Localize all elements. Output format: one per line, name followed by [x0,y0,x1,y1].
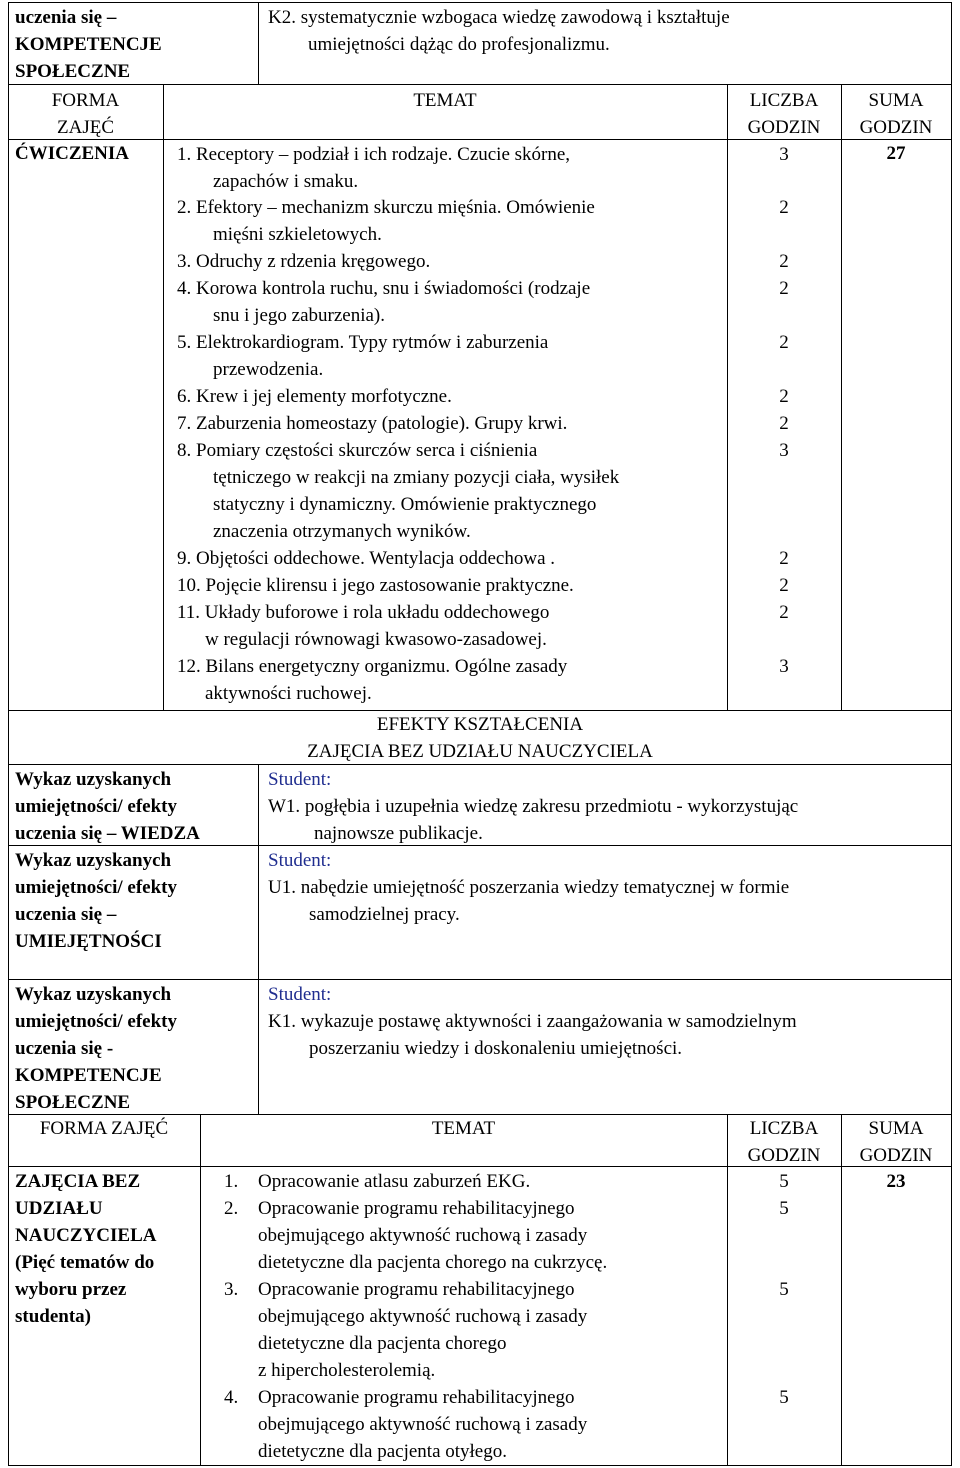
cw-topic-hours: 2 [779,197,789,218]
cw-topic-hours: 3 [779,440,789,461]
cw-topic-hours: 2 [779,602,789,623]
bez-topic-hours: 5 [779,1279,789,1300]
k-student: Student: [268,984,332,1005]
cw-topic-hours: 2 [779,251,789,272]
header2-liczba: LICZBA GODZIN [747,1118,821,1166]
bez-topic: Opracowanie programu rehabilitacyjnego obejmującego aktywność ruchową i zasady dietetyczne dla pacjenta chorego z hipercholesterolemią. [258,1279,588,1381]
bez-topic-hours: 5 [779,1387,789,1408]
cw-topic-hours: 2 [779,575,789,596]
k-label: uczenia się – KOMPETENCJE SPOŁECZNE [15,7,162,82]
w-student: Student: [268,769,332,790]
divider-k2 [258,2,259,84]
cw-topic: 2. Efektory – mechanizm skurczu mięśnia. Omówienie mięśni szkieletowych. [177,197,595,245]
cw-topic: 6. Krew i jej elementy morfotyczne. [177,386,452,407]
cw-topic-hours: 2 [779,332,789,353]
header2-temat: TEMAT [431,1118,496,1139]
header2-suma: SUMA GODZIN [859,1118,933,1166]
cw-topic: 12. Bilans energetyczny organizmu. Ogólne zasady aktywności ruchowej. [177,656,568,704]
divider-label-col [258,764,259,1114]
u-student: Student: [268,850,332,871]
cw-label: ĆWICZENIA [15,143,130,164]
w-effect: W1. pogłębia i uzupełnia wiedzę zakresu przedmiotu - wykorzystując najnowsze publikacje. [268,796,799,844]
table-border-bottom [8,1465,952,1466]
bez-topic: Opracowanie atlasu zaburzeń EKG. [258,1171,531,1192]
cw-topic-hours: 2 [779,386,789,407]
cw-topic: 10. Pojęcie klirensu i jego zastosowanie praktyczne. [177,575,574,596]
k2-text: K2. systematycznie wzbogaca wiedzę zawodową i kształtuje umiejętności dążąc do profesjonalizmu. [268,7,730,55]
u-effect: U1. nabędzie umiejętność poszerzania wiedzy tematycznej w formie samodzielnej pracy. [268,877,790,925]
cw-topic-hours: 2 [779,413,789,434]
u-label: Wykaz uzyskanych umiejętności/ efekty uczenia się – UMIEJĘTNOŚCI [15,850,177,952]
table-border-top [8,2,952,3]
cw-topic-hours: 2 [779,548,789,569]
cw-topic: 3. Odruchy z rdzenia kręgowego. [177,251,431,272]
bez-topic: Opracowanie programu rehabilitacyjnego obejmującego aktywność ruchową i zasady dietetyczne dla pacjenta chorego na cukrzycę. [258,1198,608,1273]
bez-topic-number: 2. [224,1198,239,1219]
header2-forma: FORMA ZAJĘĆ [39,1118,169,1139]
k-effect-label: Wykaz uzyskanych umiejętności/ efekty uczenia się - KOMPETENCJE SPOŁECZNE [15,984,177,1113]
bez-label: ZAJĘCIA BEZ UDZIAŁU NAUCZYCIELA (Pięć tematów do wyboru przez studenta) [15,1171,157,1327]
cw-topic: 4. Korowa kontrola ruchu, snu i świadomości (rodzaje snu i jego zaburzenia). [177,278,591,326]
divider-col-suma1 [841,84,842,710]
cw-topic: 8. Pomiary częstości skurczów serca i ciśnienia tętniczego w reakcji na zmiany pozycji ciała, wysiłek statyczny i dynamiczny. Omówienie praktycznego znaczenia otrzymanych wyników. [177,440,620,542]
cw-topic: 9. Objętości oddechowe. Wentylacja oddechowa . [177,548,555,569]
cw-topic-hours: 2 [779,278,789,299]
cw-sum: 27 [886,143,906,164]
cw-topic: 1. Receptory – podział i ich rodzaje. Czucie skórne, zapachów i smaku. [177,144,571,192]
bez-topic-hours: 5 [779,1171,789,1192]
divider-u [8,979,952,980]
efekty-title: EFEKTY KSZTAŁCENIA ZAJĘCIA BEZ UDZIAŁU NAUCZYCIELA [307,714,653,762]
header-temat: TEMAT [413,90,477,111]
bez-sum: 23 [886,1171,906,1192]
header-liczba: LICZBA GODZIN [747,90,821,138]
cw-topic-hours: 3 [779,144,789,165]
header-suma: SUMA GODZIN [859,90,933,138]
k-effect: K1. wykazuje postawę aktywności i zaangażowania w samodzielnym poszerzaniu wiedzy i doskonaleniu umiejętności. [268,1011,797,1059]
header-forma: FORMA ZAJĘĆ [51,90,120,138]
w-label: Wykaz uzyskanych umiejętności/ efekty uczenia się – WIEDZA [15,769,200,844]
cw-topic: 5. Elektrokardiogram. Typy rytmów i zaburzenia przewodzenia. [177,332,549,380]
cw-topic-hours: 3 [779,656,789,677]
divider-col-forma1 [163,84,164,710]
bez-topic-hours: 5 [779,1198,789,1219]
cw-topic: 7. Zaburzenia homeostazy (patologie). Grupy krwi. [177,413,568,434]
cw-topic: 11. Układy buforowe i rola układu oddechowego w regulacji równowagi kwasowo-zasadowej. [177,602,550,650]
bez-topic: Opracowanie programu rehabilitacyjnego obejmującego aktywność ruchową i zasady dietetyczne dla pacjenta otyłego. [258,1387,588,1462]
bez-topic-number: 3. [224,1279,239,1300]
bez-topic-number: 4. [224,1387,239,1408]
bez-topic-number: 1. [224,1171,239,1192]
